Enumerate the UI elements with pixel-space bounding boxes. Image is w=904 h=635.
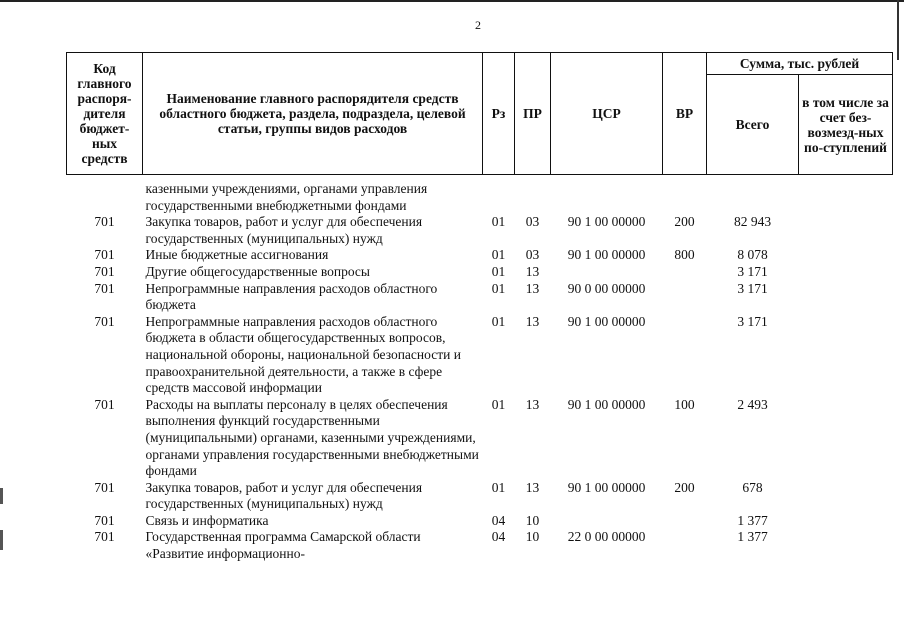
row-rz: 01 bbox=[491, 247, 506, 263]
header-total: Всего bbox=[707, 75, 799, 175]
row-rz: 01 bbox=[491, 479, 506, 495]
row-pr: 13 bbox=[525, 396, 540, 412]
row-rz: 01 bbox=[491, 280, 506, 296]
row-free bbox=[799, 264, 893, 281]
row-code: 701 bbox=[94, 313, 115, 329]
row-total: 3 171 bbox=[737, 263, 768, 279]
row-total: 2 493 bbox=[737, 396, 768, 412]
row-total: 3 171 bbox=[737, 313, 768, 329]
row-free bbox=[799, 529, 893, 562]
row-rz bbox=[483, 181, 515, 214]
row-total: 1 377 bbox=[737, 512, 768, 528]
row-csr: 90 1 00 00000 bbox=[567, 247, 646, 263]
row-name: Закупка товаров, работ и услуг для обеспечения государственных (муниципальных) нужд bbox=[145, 214, 423, 246]
row-rz: 01 bbox=[491, 313, 506, 329]
row-free bbox=[799, 281, 893, 314]
page-number: 2 bbox=[475, 18, 481, 32]
row-csr: 90 1 00 00000 bbox=[567, 313, 646, 329]
row-rz: 01 bbox=[491, 263, 506, 279]
row-pr: 13 bbox=[525, 280, 540, 296]
row-code: 701 bbox=[94, 214, 115, 230]
row-code: 701 bbox=[94, 512, 115, 528]
row-free bbox=[799, 480, 893, 513]
row-vr: 800 bbox=[674, 247, 695, 263]
row-name: Связь и информатика bbox=[145, 512, 269, 528]
row-name: Закупка товаров, работ и услуг для обеспечения государственных (муниципальных) нужд bbox=[145, 479, 423, 512]
row-csr: 90 1 00 00000 bbox=[567, 396, 646, 412]
row-rz: 04 bbox=[491, 529, 506, 545]
row-rz: 01 bbox=[491, 396, 506, 412]
row-total: 1 377 bbox=[737, 529, 768, 545]
row-name: Непрограммные направления расходов областного бюджета bbox=[145, 280, 438, 313]
table-row bbox=[67, 281, 893, 314]
row-free bbox=[799, 397, 893, 480]
row-total: 82 943 bbox=[733, 214, 772, 230]
row-pr: 13 bbox=[525, 263, 540, 279]
header-vr: ВР bbox=[663, 53, 707, 175]
table-body bbox=[67, 175, 893, 563]
table-row bbox=[67, 181, 893, 214]
row-csr: 22 0 00 00000 bbox=[567, 529, 646, 545]
header-free: в том числе за счет без-возмезд-ных по-ступлений bbox=[799, 75, 893, 175]
row-pr: 03 bbox=[525, 214, 540, 230]
row-code: 701 bbox=[94, 247, 115, 263]
row-free bbox=[799, 181, 893, 214]
table-row bbox=[67, 247, 893, 264]
row-free bbox=[799, 314, 893, 397]
header-csr: ЦСР bbox=[551, 53, 663, 175]
row-rz: 01 bbox=[491, 214, 506, 230]
row-free bbox=[799, 214, 893, 247]
top-border-line bbox=[0, 0, 904, 2]
budget-table bbox=[66, 52, 893, 563]
table-row bbox=[67, 397, 893, 480]
table-row bbox=[67, 214, 893, 247]
row-vr: 200 bbox=[674, 214, 695, 230]
header-name: Наименование главного распорядителя средств областного бюджета, раздела, подраздела, целевой статьи, группы видов расходов bbox=[143, 53, 483, 175]
table-header bbox=[67, 53, 893, 175]
row-csr: 90 1 00 00000 bbox=[567, 479, 646, 495]
row-name: Иные бюджетные ассигнования bbox=[145, 247, 329, 263]
row-name: казенными учреждениями, органами управления государственными внебюджетными фондами bbox=[145, 181, 428, 213]
row-vr bbox=[663, 281, 707, 314]
header-code: Код главного распоря-дителя бюджет-ных средств bbox=[67, 53, 143, 175]
row-csr: 90 1 00 00000 bbox=[567, 214, 646, 230]
row-csr bbox=[551, 264, 663, 281]
table-row bbox=[67, 513, 893, 530]
row-total: 8 078 bbox=[737, 247, 768, 263]
table-row bbox=[67, 529, 893, 562]
row-code: 701 bbox=[94, 529, 115, 545]
row-vr bbox=[663, 529, 707, 562]
scan-artifact bbox=[0, 488, 3, 504]
table-row bbox=[67, 314, 893, 397]
row-csr bbox=[551, 181, 663, 214]
row-vr: 100 bbox=[674, 396, 695, 412]
row-pr bbox=[515, 181, 551, 214]
row-total bbox=[707, 181, 799, 214]
row-name: Другие общегосударственные вопросы bbox=[145, 263, 370, 279]
row-pr: 10 bbox=[525, 529, 540, 545]
scan-edge-line bbox=[897, 0, 899, 60]
row-total: 3 171 bbox=[737, 280, 768, 296]
row-free bbox=[799, 247, 893, 264]
row-pr: 13 bbox=[525, 313, 540, 329]
table-row bbox=[67, 480, 893, 513]
table-row bbox=[67, 264, 893, 281]
row-csr: 90 0 00 00000 bbox=[567, 280, 646, 296]
row-vr bbox=[663, 314, 707, 397]
row-total: 678 bbox=[742, 479, 763, 495]
row-name: Расходы на выплаты персоналу в целях обеспечения выполнения функций государственными (муниципальными) органами, казенными учреждениями, органами управления государственными внебюджетными фондами bbox=[145, 396, 479, 479]
row-code: 701 bbox=[94, 479, 115, 495]
row-free bbox=[799, 513, 893, 530]
row-vr bbox=[663, 513, 707, 530]
row-code: 701 bbox=[94, 280, 115, 296]
row-vr bbox=[663, 181, 707, 214]
row-pr: 10 bbox=[525, 512, 540, 528]
row-pr: 03 bbox=[525, 247, 540, 263]
header-rz: Рз bbox=[483, 53, 515, 175]
row-pr: 13 bbox=[525, 479, 540, 495]
row-code: 701 bbox=[94, 263, 115, 279]
row-rz: 04 bbox=[491, 512, 506, 528]
scan-artifact bbox=[0, 530, 3, 550]
row-name: Государственная программа Самарской области «Развитие информационно- bbox=[145, 529, 421, 562]
row-vr: 200 bbox=[674, 479, 695, 495]
row-code: 701 bbox=[94, 396, 115, 412]
header-pr: ПР bbox=[515, 53, 551, 175]
row-vr bbox=[663, 264, 707, 281]
row-code bbox=[67, 181, 143, 214]
row-csr bbox=[551, 513, 663, 530]
header-sum: Сумма, тыс. рублей bbox=[707, 53, 893, 75]
row-name: Непрограммные направления расходов областного бюджета в области общегосударственных вопросов, национальной обороны, национальной безопасности и правоохранительной деятельности, а также в сфере средств массовой информации bbox=[145, 313, 461, 396]
